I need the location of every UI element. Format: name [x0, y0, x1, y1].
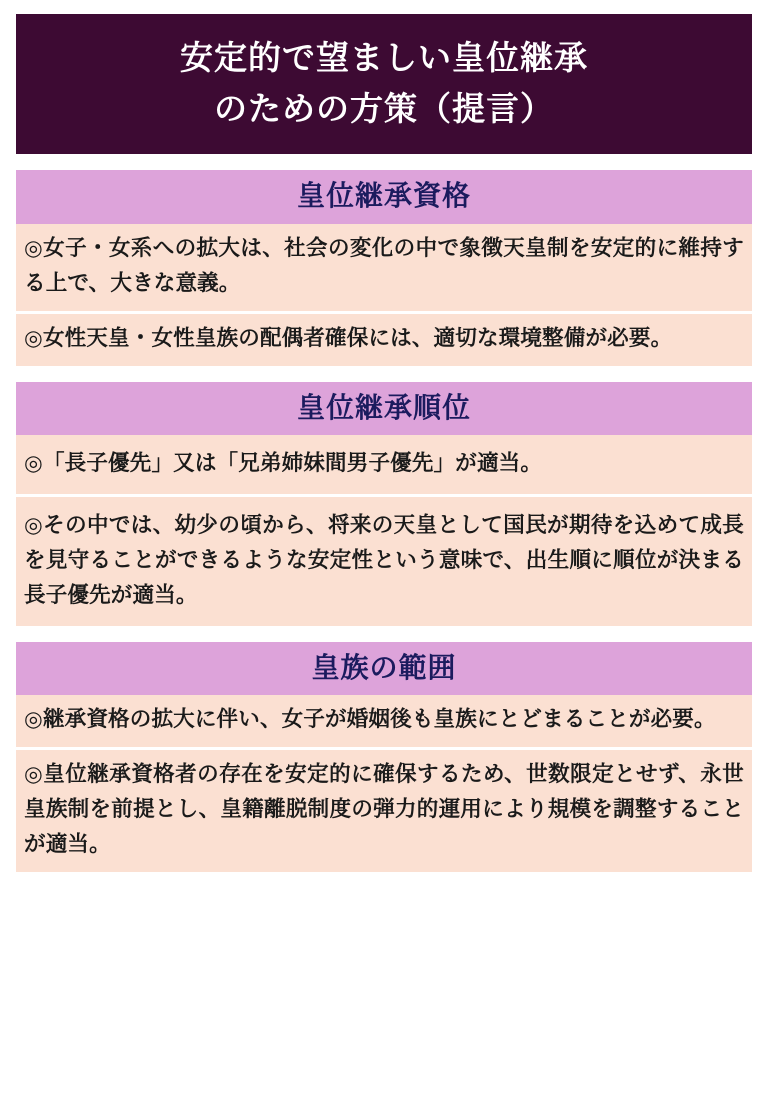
document-title-line-2: のための方策（提言）	[214, 89, 554, 129]
document-title-line-1: 安定的で望ましい皇位継承	[180, 38, 588, 77]
bullet-item: ◎継承資格の拡大に伴い、女子が婚姻後も皇族にとどまることが必要。	[16, 695, 752, 747]
section-imperial-family-scope	[16, 642, 752, 872]
section-succession-eligibility	[16, 170, 752, 365]
bullet-item: ◎女性天皇・女性皇族の配偶者確保には、適切な環境整備が必要。	[16, 311, 752, 366]
document-title-banner	[16, 14, 752, 154]
section-bullet-list	[16, 435, 752, 625]
section-heading: 皇族の範囲	[16, 642, 752, 696]
section-bullet-list	[16, 695, 752, 871]
bullet-item: ◎女子・女系への拡大は、社会の変化の中で象徴天皇制を安定的に維持する上で、大きな意義。	[16, 224, 752, 311]
section-heading: 皇位継承資格	[16, 170, 752, 224]
bullet-item: ◎皇位継承資格者の存在を安定的に確保するため、世数限定とせず、永世皇族制を前提とし、皇籍離脱制度の弾力的運用により規模を調整することが適当。	[16, 747, 752, 871]
section-heading: 皇位継承順位	[16, 382, 752, 436]
section-succession-order	[16, 382, 752, 626]
section-bullet-list	[16, 224, 752, 365]
bullet-item: ◎その中では、幼少の頃から、将来の天皇として国民が期待を込めて成長を見守ることができるような安定性という意味で、出生順に順位が決まる長子優先が適当。	[16, 494, 752, 625]
bullet-item: ◎「長子優先」又は「兄弟姉妹間男子優先」が適当。	[16, 435, 752, 494]
